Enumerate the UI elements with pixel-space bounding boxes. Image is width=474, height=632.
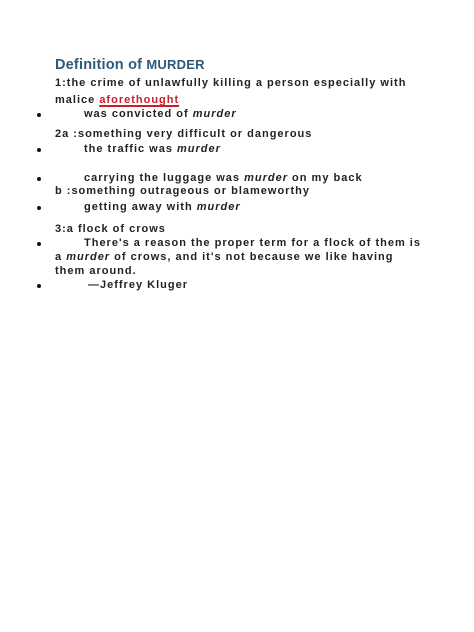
definition-2b: b :something outrageous or blameworthy [55,185,310,197]
example-2a-2-emphasis: murder [244,172,288,184]
example-2a-2-tail: on my back [288,172,363,184]
example-2a-1-text: the traffic was [84,143,178,155]
quote-line-3: them around. [55,265,137,277]
bullet-dot [37,284,41,288]
definition-1-line-2 [55,93,179,107]
example-1 [84,107,237,121]
example-2b-emphasis: murder [196,201,241,213]
page-title [55,57,205,73]
example-2a-1 [84,142,221,156]
quote-line-2 [55,250,393,264]
bullet-dot [37,177,41,181]
example-2a-1-emphasis: murder [177,143,221,155]
example-1-emphasis: murder [192,108,237,120]
example-2b-text: getting away with [84,201,197,213]
example-2b [84,200,241,214]
title-prefix: Definition of [55,57,147,73]
aforethought-link[interactable]: aforethought [99,94,180,106]
example-2a-2 [84,171,363,185]
definition-3: 3:a flock of crows [55,223,166,235]
quote-line-2-post: of crows, and it's not because we like having [110,251,394,263]
quote-line-2-pre: a [55,251,67,263]
definition-1-malice: malice [55,94,100,106]
quote-line-2-emphasis: murder [66,251,111,263]
definition-1-line-1: 1:the crime of unlawfully killing a person especially with [55,77,407,89]
bullet-dot [37,242,41,246]
example-1-text: was convicted of [84,108,193,120]
definition-2a: 2a :something very difficult or dangerous [55,128,313,140]
bullet-dot [37,113,41,117]
example-2a-2-text: carrying the luggage was [84,172,245,184]
title-word: MURDER [146,57,205,72]
bullet-dot [37,206,41,210]
quote-attribution: —Jeffrey Kluger [88,279,188,291]
bullet-dot [37,148,41,152]
quote-line-1: There's a reason the proper term for a flock of them is [84,237,421,249]
